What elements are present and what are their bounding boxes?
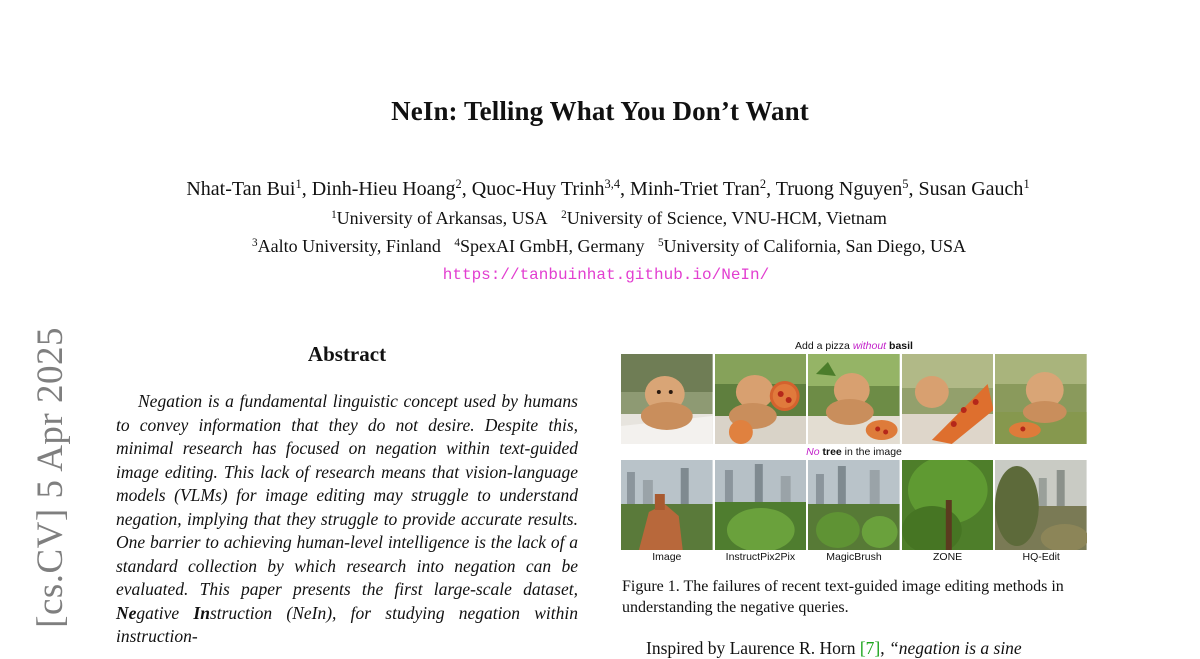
figure-row1-prompt — [621, 338, 1087, 354]
column-label: HQ-Edit — [1022, 551, 1060, 563]
affiliation-number: 5 — [657, 236, 664, 249]
affiliation-line — [0, 208, 1200, 229]
abstract-bold: Ne — [116, 602, 137, 623]
affiliation-number: 3 — [252, 236, 258, 249]
author-affiliation: 1 — [1023, 177, 1030, 192]
column-label: ZONE — [932, 551, 963, 563]
figure-image — [621, 354, 713, 444]
author-affiliation: 3,4 — [604, 177, 621, 192]
author-affiliation: 2 — [455, 177, 462, 192]
figure-image — [621, 460, 713, 550]
figure-caption: Figure 1. The failures of recent text-guided image editing methods in understanding the negative queries. — [622, 578, 1064, 616]
abstract-text: struction (NeIn), for studying negation within instruction- — [116, 602, 579, 646]
affiliation: University of Science, VNU-HCM, Vietnam — [566, 208, 887, 228]
author-list: Nhat-Tan Bui$^1$, Dinh-Hieu Hoang$^2$, Quoc-Huy Trinh$^{3,4}$, Minh-Triet Tran$^2$, Truong Nguyen$^5$, Susan Gauch$^1$ — [186, 177, 1030, 200]
figure-image — [995, 354, 1087, 444]
prompt-text: Add a pizza — [795, 340, 850, 352]
author-affiliation: 1 — [295, 177, 302, 192]
prompt-object: tree — [822, 446, 842, 458]
abstract-text: Negation is a fundamental linguistic concept used by humans to convey information that they do not desire. Despite this, minimal research has focused on negation within text-guided image editing. This lack of research means that vision-language models (VLMs) for image editing may struggle to understand negation, implying that they struggle to provide accurate results. One barrier to achieving human-level intelligence is the lack of a standard collection by which research into negation can be evaluated. This paper presents the first large-scale dataset, — [116, 391, 578, 599]
column-label: Image — [652, 551, 682, 563]
affiliation-number: 4 — [454, 236, 460, 249]
author-name: Nhat-Tan Bui — [186, 178, 296, 200]
author-name: Dinh-Hieu Hoang — [311, 178, 456, 200]
author-name: Minh-Triet Tran — [630, 178, 760, 200]
column-label: InstructPix2Pix — [725, 551, 796, 563]
author-affiliation: 2 — [759, 177, 767, 192]
author-name: Quoc-Huy Trinh — [471, 178, 605, 200]
figure-image — [808, 460, 900, 550]
figure-1 — [621, 338, 1087, 563]
body-paragraph — [646, 638, 1022, 659]
paper-title: NeIn: Telling What You Don’t Want — [391, 96, 809, 126]
figure-image — [902, 460, 994, 550]
author-affiliation: 5 — [902, 177, 909, 192]
affiliation: Aalto University, Finland — [257, 236, 441, 256]
arxiv-stamp-text: [cs.CV] 5 Apr 2025 — [29, 326, 71, 628]
figure-image — [715, 354, 807, 444]
figure-image — [995, 460, 1087, 550]
affiliation-line — [0, 236, 1200, 257]
author-name: Truong Nguyen — [775, 178, 903, 200]
arxiv-stamp — [28, 316, 72, 638]
abstract-heading: Abstract — [307, 342, 387, 366]
prompt-text: in the image — [844, 446, 902, 458]
figure-image — [902, 354, 994, 444]
affiliation: University of California, San Diego, USA — [663, 236, 966, 256]
affiliation: University of Arkansas, USA — [336, 208, 548, 228]
figure-row2-images — [621, 460, 1087, 550]
figure-row1-images — [621, 354, 1087, 444]
figure-column-labels — [621, 551, 1087, 563]
figure-image — [808, 354, 900, 444]
abstract-bold: In — [193, 602, 210, 623]
affiliation-number: 1 — [331, 208, 337, 221]
abstract-body — [116, 390, 578, 649]
affiliation-number: 2 — [561, 208, 567, 221]
citation-link[interactable]: [7] — [859, 638, 881, 658]
prompt-negation: No — [806, 446, 820, 458]
body-text: Inspired by Laurence R. Horn — [646, 638, 860, 658]
column-label: MagicBrush — [826, 551, 882, 563]
figure-row2-prompt — [621, 444, 1087, 460]
body-quote: “negation is a sine — [888, 638, 1022, 658]
author-name: Susan Gauch — [918, 178, 1024, 200]
project-url-link[interactable]: https://tanbuinhat.github.io/NeIn/ — [442, 266, 770, 284]
prompt-object: basil — [889, 340, 913, 352]
body-text: , — [880, 638, 889, 658]
abstract-text: gative — [136, 602, 180, 623]
figure-image — [715, 460, 807, 550]
prompt-negation: without — [852, 340, 887, 352]
affiliation: SpexAI GmbH, Germany — [459, 236, 645, 256]
